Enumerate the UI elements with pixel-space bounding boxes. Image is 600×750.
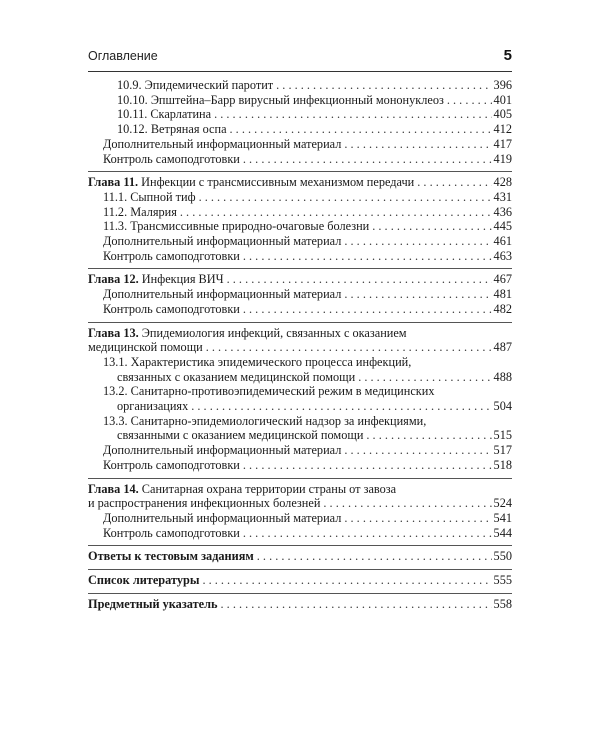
toc-entry[interactable]: Дополнительный информационный материал . . . 481 [88,287,512,302]
divider [88,593,512,594]
running-header [88,49,512,69]
toc-block-chapter-13 [88,326,512,475]
toc-block-references [88,573,512,590]
toc-entry[interactable]: 10.10. Эпштейна–Барр вирусный инфекционный мононуклеоз . . . 401 [88,93,512,108]
divider [88,322,512,323]
toc-entry[interactable]: Контроль самоподготовки . . . 419 [88,152,512,167]
toc-chapter-14-line2[interactable]: и распространения инфекционных болезней . . . 524 [88,496,512,511]
toc-chapter-11[interactable]: Глава 11. Инфекции с трансмиссивным механизмом передачи . . . 428 [88,175,512,190]
section-title: Оглавление [88,49,158,63]
toc-chapter-13-line2[interactable]: медицинской помощи . . . 487 [88,340,512,355]
toc-entry-line2[interactable]: связанных с оказанием медицинской помощи . . . 488 [88,370,512,385]
toc-entry[interactable]: Контроль самоподготовки . . . 482 [88,302,512,317]
toc-entry-line1[interactable]: 13.3. Санитарно-эпидемиологический надзор за инфекциями, [103,413,427,428]
toc-entry[interactable]: 10.11. Скарлатина . . . 405 [88,107,512,122]
toc-entry[interactable]: Контроль самоподготовки . . . 544 [88,526,512,541]
toc-subject-index[interactable]: Предметный указатель . . . 558 [88,597,512,612]
toc-entry[interactable]: Контроль самоподготовки . . . 463 [88,249,512,264]
toc-chapter-14-line1[interactable]: Глава 14. Санитарная охрана территории страны от завоза [88,481,397,496]
toc-entry[interactable]: 11.2. Малярия . . . 436 [88,205,512,220]
toc-entry[interactable]: Дополнительный информационный материал . . . 517 [88,443,512,458]
toc-entry-line2[interactable]: организациях . . . 504 [88,399,512,414]
toc-entry[interactable]: 11.3. Трансмиссивные природно-очаговые болезни . . . 445 [88,219,512,234]
toc-block-chapter-10-continued [88,78,512,168]
toc-entry[interactable]: 10.9. Эпидемический паротит . . . 396 [88,78,512,93]
toc-entry[interactable]: 11.1. Сыпной тиф . . . 431 [88,190,512,205]
toc-entry-line1[interactable]: 13.1. Характеристика эпидемического процесса инфекций, [103,354,412,369]
divider [88,478,512,479]
page-number: 5 [503,47,512,64]
divider [88,268,512,269]
toc-chapter-12[interactable]: Глава 12. Инфекция ВИЧ . . . 467 [88,272,512,287]
toc-block-answers [88,549,512,566]
header-rule [88,71,512,72]
toc-entry-line1[interactable]: 13.2. Санитарно-противоэпидемический режим в медицинских [103,384,435,399]
divider [88,545,512,546]
toc-entry[interactable]: 10.12. Ветряная оспа . . . 412 [88,122,512,137]
toc-entry[interactable]: Контроль самоподготовки . . . 518 [88,458,512,473]
toc-block-index [88,597,512,614]
divider [88,171,512,172]
toc-answers[interactable]: Ответы к тестовым заданиям . . . 550 [88,549,512,564]
toc-block-chapter-11 [88,175,512,265]
toc-entry[interactable]: Дополнительный информационный материал . . . 417 [88,137,512,152]
toc-entry[interactable]: Дополнительный информационный материал . . . 461 [88,234,512,249]
divider [88,569,512,570]
toc-chapter-13-line1[interactable]: Глава 13. Эпидемиология инфекций, связанных с оказанием [88,325,407,340]
toc-entry-line2[interactable]: связанными с оказанием медицинской помощи . . . 515 [88,428,512,443]
toc-block-chapter-12 [88,272,512,318]
table-of-contents [88,78,512,614]
toc-references[interactable]: Список литературы . . . 555 [88,573,512,588]
toc-block-chapter-14 [88,482,512,543]
toc-entry[interactable]: Дополнительный информационный материал . . . 541 [88,511,512,526]
